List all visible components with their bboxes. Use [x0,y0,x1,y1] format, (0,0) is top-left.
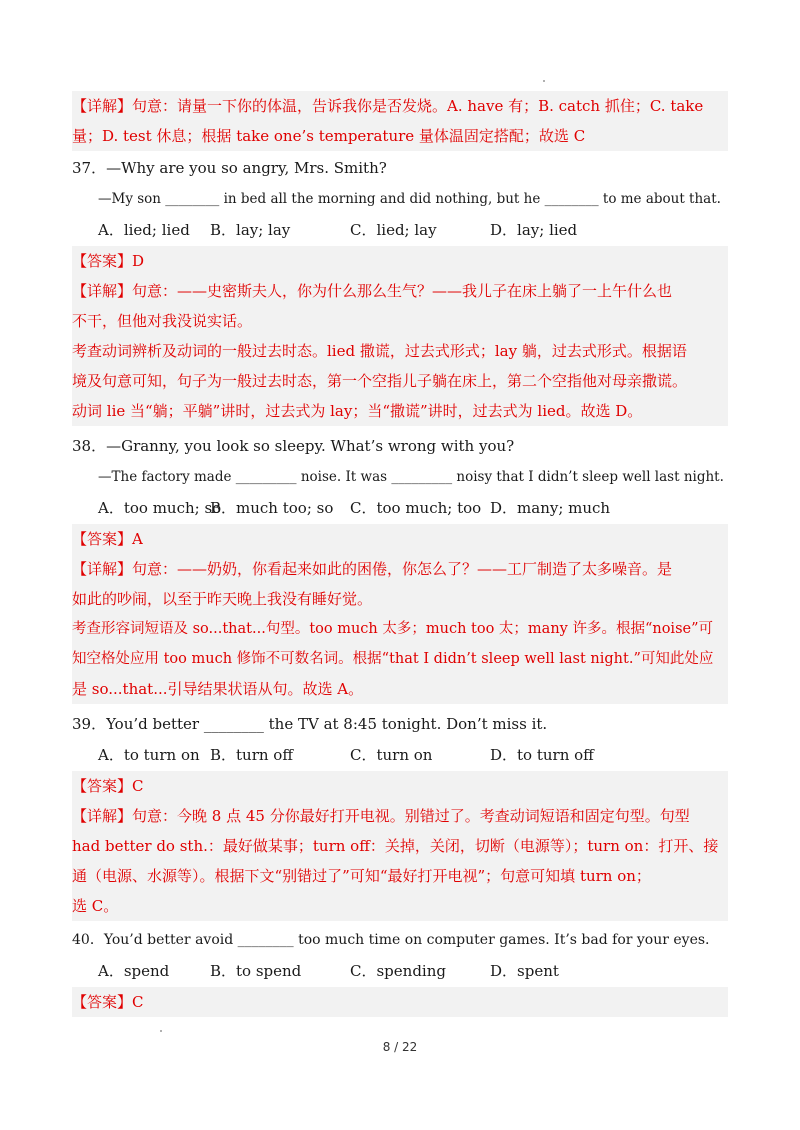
option-b: B．much too; so [210,498,334,517]
option-b: B．to spend [210,962,302,981]
answer-options [72,215,728,245]
answer-explanation-block [72,524,728,704]
answer-options [72,493,728,523]
answer-explanation-block [72,246,728,426]
answer-options [72,740,728,770]
explanation-line: 【答案】A [72,529,143,548]
explanation-line: 通（电源、水源等）。根据下文“别错过了”可知“最好打开电视”；句意可知填 turn on； [72,866,651,885]
option-a: A．too much; so [98,498,222,517]
explanation-line: 如此的吵闹，以至于昨天晚上我没有睡好觉。 [72,589,373,608]
option-d: D．spent [490,962,559,981]
explanation-line: 【详解】句意：请量一下你的体温，告诉我你是否发烧。A. have 有；B. catch 抓住；C. take [72,97,704,115]
answer-explanation-block [72,771,728,921]
explanation-line: had better do sth.：最好做某事；turn off：关掉，关闭，切断（电源等）；turn on：打开、接 [72,836,719,855]
explanation-line: 【详解】句意：今晚 8 点 45 分你最好打开电视。别错过了。考查动词短语和固定句型。句型 [72,806,690,825]
options-row [72,215,728,245]
option-c: C．too much; too [350,498,482,517]
explanation-line: 考查形容词短语及 so...that...句型。too much 太多；much too 太；many 许多。根据“noise”可 [72,620,714,637]
explanation-line: 考查动词辨析及动词的一般过去时态。lied 撒谎，过去式形式；lay 躺，过去式形式。根据语 [72,341,687,360]
options-row [72,493,728,523]
explanation-line: 不干，但他对我没说实话。 [72,311,253,330]
option-d: D．to turn off [490,745,594,764]
explanation-line: 【详解】句意：——史密斯夫人，你为什么那么生气？——我儿子在床上躺了一上午什么也 [72,281,673,300]
question-text [72,431,728,461]
explanation-line: 【答案】C [72,993,144,1012]
scan-dot [543,80,545,82]
option-d: D．lay; lied [490,220,578,239]
option-b: B．lay; lay [210,220,291,239]
option-a: A．spend [98,962,170,981]
explanation-line: 【答案】C [72,776,144,795]
option-c: C．spending [350,962,446,981]
option-c: C．lied; lay [350,220,437,239]
question-line: —My son ________ in bed all the morning and did nothing, but he ________ to me about that. [98,190,721,207]
page-number: 8 / 22 [382,1040,418,1054]
answer-explanation-block [72,987,728,1017]
explanation-line: 是 so...that...引导结果状语从句。故选 A。 [72,679,364,698]
question-line: 37．—Why are you so angry, Mrs. Smith? [72,158,387,177]
scan-dot [160,1030,162,1032]
explanation-line: 【详解】句意：——奶奶，你看起来如此的困倦，你怎么了？——工厂制造了太多噪音。是 [72,559,673,578]
option-c: C．turn on [350,745,433,764]
explanation-line: 量；D. test 休息；根据 take one’s temperature 量体温固定搭配；故选 C [72,127,586,145]
answer-options [72,956,728,986]
options-row [72,740,728,770]
option-a: A．to turn on [98,745,200,764]
option-a: A．lied; lied [98,220,190,239]
explanation-line: 知空格处应用 too much 修饰不可数名词。根据“that I didn’t sleep well last night.”可知此处应 [72,650,714,667]
question-text [72,709,728,739]
question-line: 38．—Granny, you look so sleepy. What’s wrong with you? [72,436,515,455]
question-text [72,925,728,955]
question-text [72,462,728,492]
option-b: B．turn off [210,745,293,764]
explanation-line: 选 C。 [72,896,119,915]
options-row [72,956,728,986]
question-line: 40．You’d better avoid ________ too much time on computer games. It’s bad for your eyes. [72,932,710,949]
question-line: 39．You’d better ________ the TV at 8:45 tonight. Don’t miss it. [72,715,548,733]
explanation-line: 境及句意可知，句子为一般过去时态，第一个空指儿子躺在床上，第二个空指他对母亲撒谎。 [72,371,688,390]
option-d: D．many; much [490,498,611,517]
question-text [72,153,728,183]
question-text [72,184,728,214]
explanation-line: 动词 lie 当“躺；平躺”讲时，过去式为 lay；当“撒谎”讲时，过去式为 lied。故选 D。 [72,401,643,420]
explanation-line: 【答案】D [72,251,145,270]
answer-explanation-block [72,91,728,151]
question-line: —The factory made _________ noise. It was _________ noisy that I didn’t sleep well last night. [98,468,724,485]
